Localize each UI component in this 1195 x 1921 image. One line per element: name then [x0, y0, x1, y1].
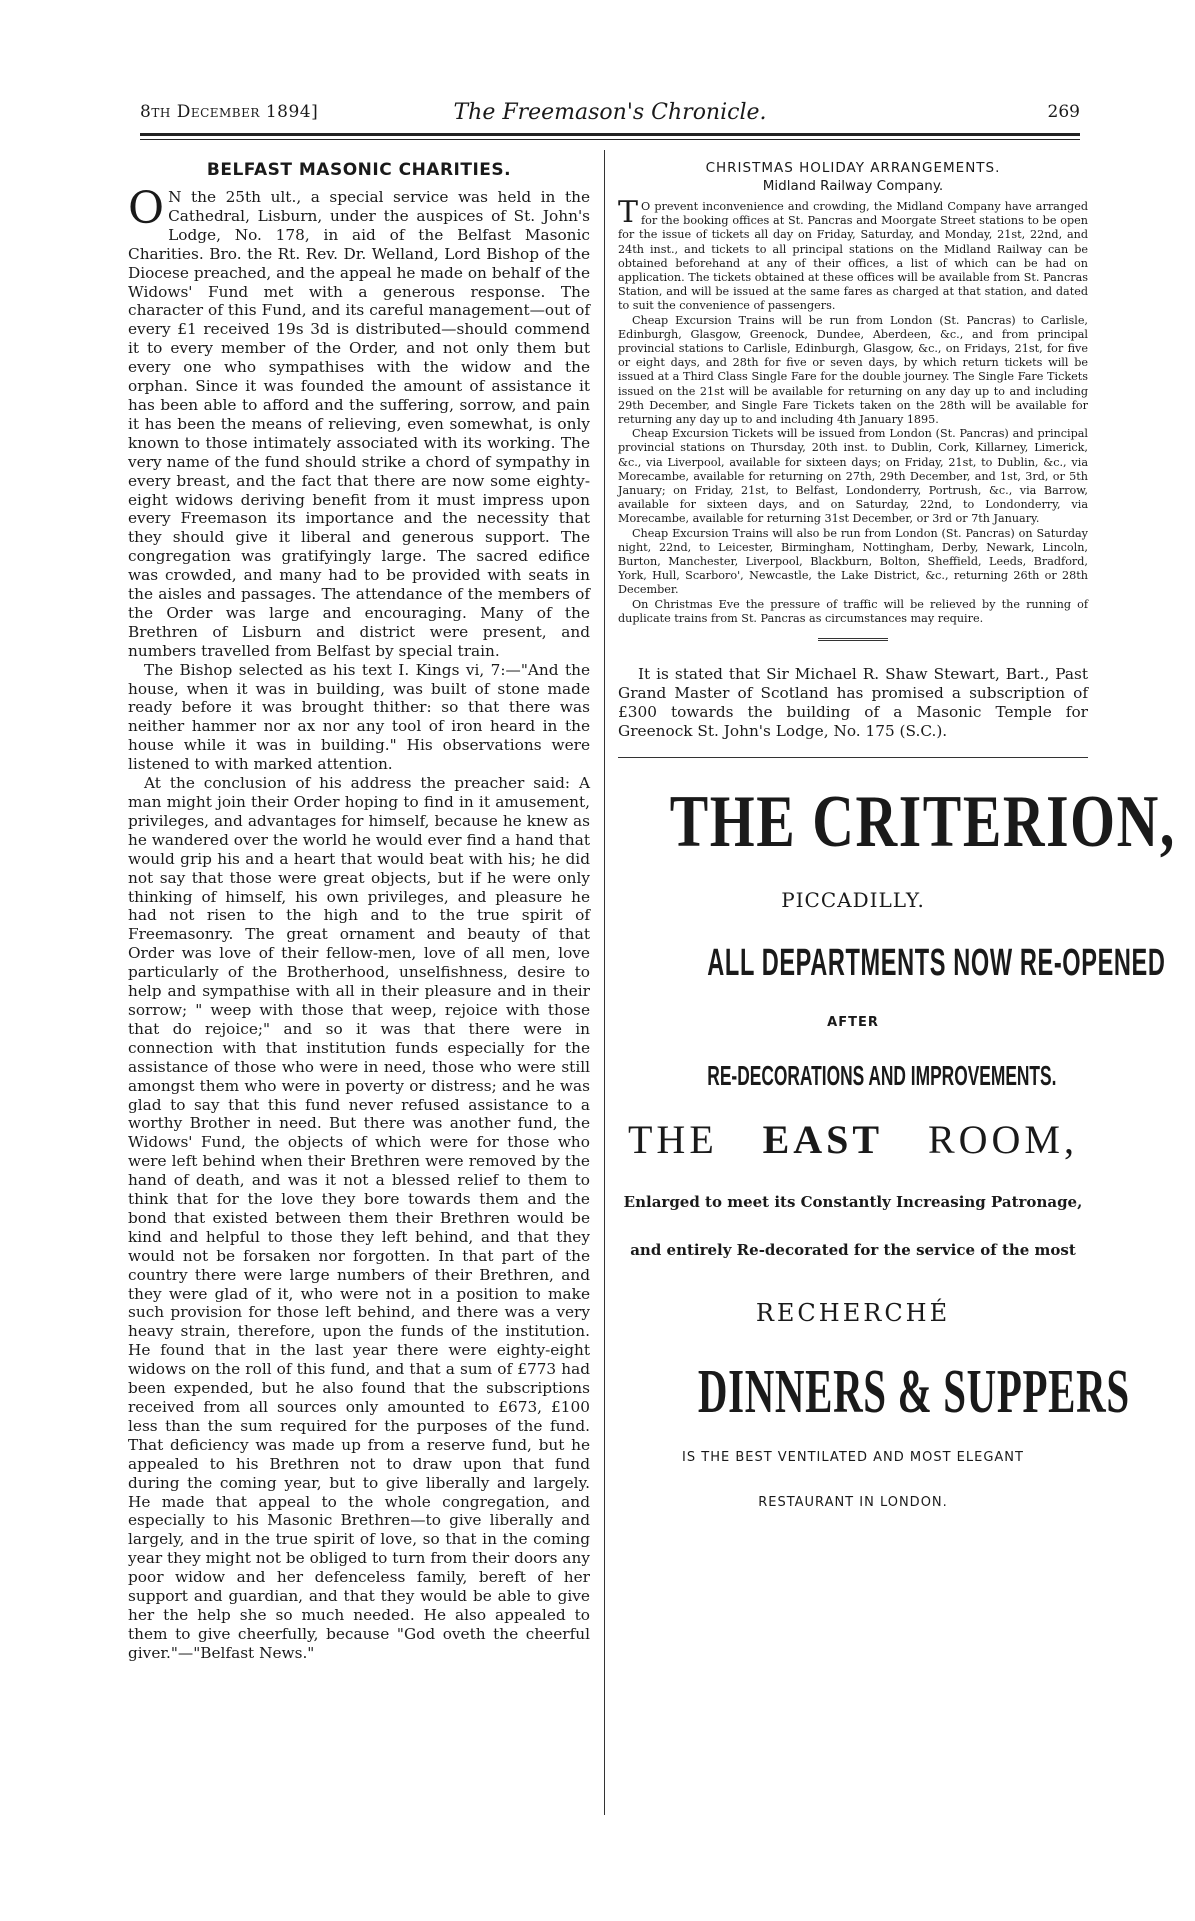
- railway-paragraph: Cheap Excursion Trains will be run from London (St. Pancras) to Carlisle, Edinburgh, Glasgow, Greenock, Dundee, Aberdeen, &c., and from principal provincial stations to Carlisle, Edinburgh, Glasgow, &c., on Fridays, 21st, for five or eight days, and 28th for five or seven days, by which return tickets will be issued at a Third Class Single Fare for the double journey. The Single Fare Tickets issued on the 21st will be available for returning on any day up to and including 29th December, and Single Fare Tickets taken on the 28th will be available for returning any day up to and including 4th January 1895.: [618, 313, 1088, 427]
- page-header: [140, 100, 1080, 130]
- publication-title: The Freemason's Chronicle.: [453, 100, 767, 125]
- railway-article-subtitle: Midland Railway Company.: [762, 178, 944, 194]
- article-paragraph: The Bishop selected as his text I. Kings vi, 7:—"And the house, when it was in building, was built of stone made ready before it was brought thither: so that there was neither hammer nor ax nor any tool of iron heard in the house while it was in building." His observations were listened to with marked attention.: [128, 660, 590, 774]
- ad-east-room: [618, 1116, 1088, 1163]
- ad-location: PICCADILLY.: [781, 888, 925, 913]
- ad-east-room-word: THE: [628, 1117, 718, 1163]
- criterion-advertisement: [618, 781, 1176, 1511]
- issue-date: 8th December 1894]: [140, 102, 319, 122]
- news-note: It is stated that Sir Michael R. Shaw Stewart, Bart., Past Grand Master of Scotland has promised a subscription of £300 towards the building of a Masonic Temple for Greenock St. John's Lodge, No. 175 (S.C.).: [618, 665, 1088, 741]
- header-rule-thin: [140, 139, 1080, 140]
- article-paragraph: At the conclusion of his address the preacher said: A man might join their Order hoping to find in it amusement, privileges, and advantages for himself, because he knew as he wandered over the world he would ever find a hand that would grip his and a heart that would beat with his; he did not say that those were great objects, but if he were only thinking of himself, his own privileges, and pleasure he had not risen to the high and to the true spirit of Freemasonry. The great ornament and beauty of that Order was love of their fellow-men, love of all men, love particularly of the Brotherhood, unselfishness, desire to help and sympathise with all in their pleasure and in their sorrow; " weep with those that weep, rejoice with those that do rejoice;" and so it was that there were in connection with that institution funds especially for the assistance of those who were in need, those who were still amongst them who were in poverty or distress; and he was glad to say that this fund never refused assistance to a worthy Brother in need. But there was another fund, the Widows' Fund, the objects of which were for those who were left behind when their Brethren were removed by the hand of death, and was it not a blessed relief to them to think that for the love they bore towards them and the bond that existed between them their Brethren would be kind and helpful to those they left behind, and that they would not be forsaken nor forgotten. In that part of the country there were large numbers of their Brethren, and they were glad of it, who were not in a position to make such provision for those left behind, and there was a very heavy strain, therefore, upon the funds of the institution. He found that in the last year there were eighty-eight widows on the roll of this fund, and that a sum of £773 had been expended, but he also found that the subscriptions received from all sources only amounted to £673, £100 less than the sum required for the purposes of the fund. That deficiency was made up from a reserve fund, but he appealed to his Brethren not to draw upon that fund during the coming year, but to give liberally and largely. He made that appeal to the whole congregation, and especially to his Masonic Brethren—to give liberally and largely, and in the true spirit of love, so that in the coming year they might not be obliged to turn from their doors any poor widow and her defenceless family, bereft of her support and guardian, and that they would be able to give her the help she so much needed. He also appealed to them to give cheerfully, because "God oveth the cheerful giver."—"Belfast News.": [128, 774, 590, 1662]
- drop-cap: T: [618, 195, 639, 230]
- right-column: [618, 160, 1176, 1511]
- ad-redecorations: RE-DECORATIONS AND IMPROVEMENTS.: [707, 1060, 1057, 1092]
- article-paragraph: O N the 25th ult., a special service was held in the Cathedral, Lisburn, under the auspices of St. John's Lodge, No. 178, in aid of the Belfast Masonic Charities. Bro. the Rt. Rev. Dr. Welland, Lord Bishop of the Diocese preached, and the appeal he made on behalf of the Widows' Fund met with a generous response. The character of this Fund, and its careful management—out of every £1 received 19s 3d is distributed—should commend it to every member of the Order, and not only them but every one who sympathises with the widow and the orphan. Since it was founded the amount of assistance it has been able to afford and the suffering, sorrow, and pain it has been the means of relieving, even somewhat, is only known to those intimately associated with its working. The very name of the fund should strike a chord of sympathy in every breast, and the fact that there are now some eighty-eight widows deriving benefit from it must impress upon every Freemason its importance and the necessity that they should give it liberal and generous support. The congregation was gratifyingly large. The sacred edifice was crowded, and many had to be provided with seats in the aisles and passages. The attendance of the members of the Order was large and encouraging. Many of the Brethren of Lisburn and district were present, and numbers travelled from Belfast by special train.: [128, 183, 590, 660]
- railway-paragraph: On Christmas Eve the pressure of traffic will be relieved by the running of duplicate trains from St. Pancras as circumstances may require.: [618, 597, 1088, 625]
- railway-article-title: CHRISTMAS HOLIDAY ARRANGEMENTS.: [705, 160, 1001, 176]
- ad-after: AFTER: [827, 1015, 879, 1031]
- ad-east-room-word: EAST: [762, 1117, 884, 1163]
- railway-paragraph: Cheap Excursion Trains will also be run from London (St. Pancras) on Saturday night, 22nd, to Leicester, Birmingham, Nottingham, Derby, Newark, Lincoln, Burton, Manchester, Liverpool, Blackburn, Bolton, Sheffield, Leeds, Bradford, York, Hull, Scarboro', Newcastle, the Lake District, &c., returning 26th or 28th December.: [618, 526, 1088, 597]
- ad-redecorated: and entirely Re-decorated for the service of the most: [630, 1241, 1076, 1260]
- ad-enlarged: Enlarged to meet its Constantly Increasing Patronage,: [623, 1193, 1083, 1212]
- ad-best-ventilated: IS THE BEST VENTILATED AND MOST ELEGANT: [682, 1450, 1024, 1466]
- ad-restaurant: RESTAURANT IN LONDON.: [758, 1495, 948, 1511]
- page-number: 269: [1047, 102, 1080, 122]
- ad-reopened: ALL DEPARTMENTS NOW RE-OPENED: [707, 942, 1166, 985]
- ad-east-room-word: ROOM,: [927, 1117, 1078, 1163]
- header-rule: [140, 133, 1080, 136]
- drop-cap: O: [128, 183, 165, 234]
- ad-dinners-suppers: DINNERS & SUPPERS: [697, 1358, 1130, 1427]
- ad-recherche: RECHERCHÉ: [755, 1299, 951, 1328]
- left-column: [128, 160, 590, 1663]
- ad-headline: THE CRITERION,: [669, 781, 1176, 864]
- article-title: BELFAST MASONIC CHARITIES.: [206, 160, 512, 180]
- section-rule: [818, 638, 888, 641]
- railway-paragraph: T O prevent inconvenience and crowding, the Midland Company have arranged for the booking offices at St. Pancras and Moorgate Street stations to be open for the issue of tickets all day on Friday, Saturday, and Monday, 21st, 22nd, and 24th inst., and tickets to all principal stations on the Midland Railway can be obtained beforehand at any of their offices, a list of which can be had on application. The tickets obtained at these offices will be available from St. Pancras Station, and will be issued at the same fares as charged at that station, and dated to suit the convenience of passengers.: [618, 195, 1088, 313]
- advertisement-rule: [618, 757, 1088, 758]
- railway-paragraph: Cheap Excursion Tickets will be issued from London (St. Pancras) and principal provincial stations on Thursday, 20th inst. to Dublin, Cork, Killarney, Limerick, &c., via Liverpool, available for sixteen days; on Friday, 21st, to Dublin, &c., via Morecambe, available for returning on 27th, 29th December, and 1st, 3rd, or 5th January; on Friday, 21st, to Belfast, Londonderry, Portrush, &c., via Barrow, available for sixteen days, and on Saturday, 22nd, to Londonderry, via Morecambe, available for returning 31st December, or 3rd or 7th January.: [618, 427, 1088, 526]
- column-divider: [604, 150, 605, 1815]
